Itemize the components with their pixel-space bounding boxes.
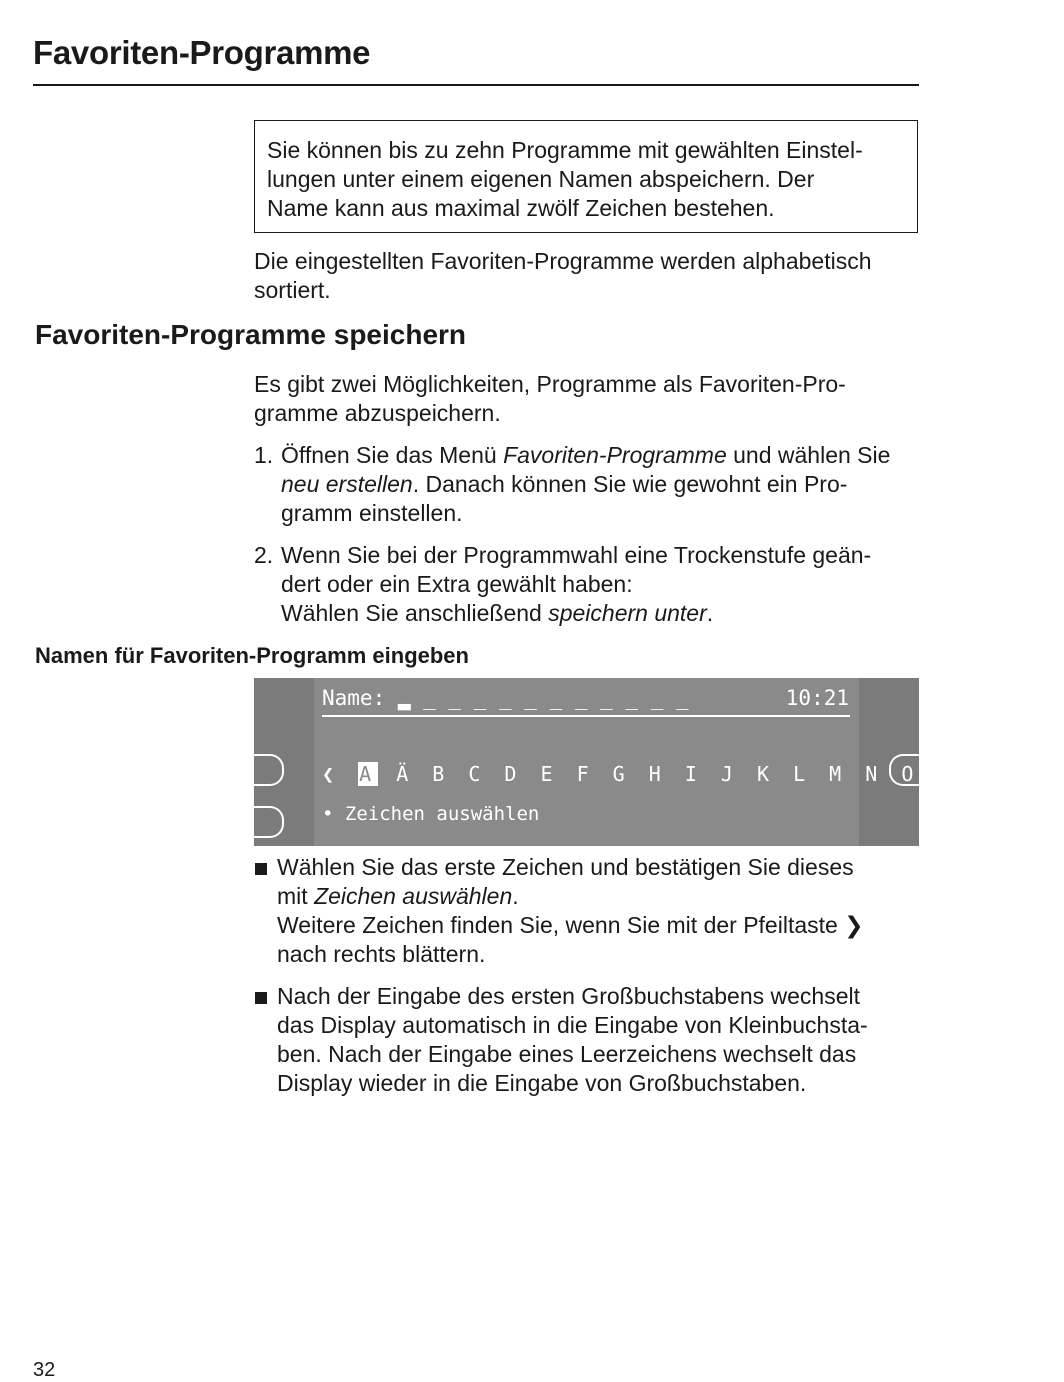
intro-line: sortiert.	[254, 277, 331, 303]
bullet-line: ben. Nach der Eingabe eines Leerzeichens wechselt das	[277, 1041, 857, 1067]
note-line: Sie können bis zu zehn Programme mit gewählten Einstel-	[267, 137, 863, 163]
step-item	[254, 541, 919, 628]
sensor-button-left-top[interactable]	[254, 754, 284, 786]
clock: 10:21	[785, 686, 849, 710]
bullet-line: Wählen Sie das erste Zeichen und bestätigen Sie dieses	[277, 854, 854, 880]
note-line: Name kann aus maximal zwölf Zeichen bestehen.	[267, 195, 775, 221]
section-intro-line: gramme abzuspeichern.	[254, 400, 501, 426]
section-heading: Favoriten-Programme speichern	[35, 319, 467, 350]
intro-line: Die eingestellten Favoriten-Programme werden alphabetisch	[254, 248, 872, 274]
step-line: Öffnen Sie das Menü Favoriten-Programme und wählen Sie	[281, 442, 891, 468]
arrow-left-icon[interactable]: ❮	[322, 762, 341, 786]
step-number: 1.	[254, 442, 274, 468]
bullet-line: nach rechts blättern.	[277, 941, 486, 967]
step-line: gramm einstellen.	[281, 500, 463, 526]
name-field: Name: ▂ _ _ _ _ _ _ _ _ _ _ _	[322, 686, 689, 710]
bullet-line: Display wieder in die Eingabe von Großbuchstaben.	[277, 1070, 807, 1096]
step-number: 2.	[254, 542, 274, 568]
display-panel	[254, 678, 1064, 846]
bullet-item	[254, 853, 919, 969]
step-line: neu erstellen. Danach können Sie wie gewohnt ein Pro-	[281, 471, 848, 497]
step-line: Wenn Sie bei der Programmwahl eine Trockenstufe geän-	[281, 542, 872, 568]
bullet-square-icon	[255, 863, 267, 875]
display-left-side	[254, 678, 314, 846]
menu-option: neu erstellen	[281, 471, 413, 497]
step-line: dert oder ein Extra gewählt haben:	[281, 571, 633, 597]
bullet-item	[254, 982, 919, 1098]
bullet-line: Nach der Eingabe des ersten Großbuchstabens wechselt	[277, 983, 860, 1009]
character-selector	[322, 762, 1064, 786]
character-list[interactable]: Ä B C D E F G H I J K L M N O Ö P Q	[396, 762, 1028, 786]
selected-character[interactable]: A	[359, 762, 378, 786]
page-title: Favoriten-Programme	[33, 34, 371, 71]
bullet-line: das Display automatisch in die Eingabe von Kleinbuchsta-	[277, 1012, 868, 1038]
bullet-line: mit Zeichen auswählen.	[277, 883, 519, 909]
section-intro-line: Es gibt zwei Möglichkeiten, Programme als Favoriten-Pro-	[254, 371, 846, 397]
step-item	[254, 441, 919, 528]
title-divider	[33, 84, 919, 86]
select-character-option[interactable]: • Zeichen auswählen	[322, 803, 540, 825]
sensor-button-left-bottom[interactable]	[254, 806, 284, 838]
arrow-right-icon[interactable]: ❯	[1045, 762, 1064, 786]
menu-name: Favoriten-Programme	[503, 442, 727, 468]
bullet-line: Weitere Zeichen finden Sie, wenn Sie mit der Pfeiltaste ❯	[277, 912, 864, 938]
step-line: Wählen Sie anschließend speichern unter.	[281, 600, 714, 626]
display-divider	[322, 715, 850, 717]
section-intro-paragraph	[254, 370, 919, 428]
sub-heading: Namen für Favoriten-Programm eingeben	[35, 643, 469, 668]
note-line: lungen unter einem eigenen Namen abspeichern. Der	[267, 166, 815, 192]
intro-paragraph	[254, 247, 919, 305]
bullet-square-icon	[255, 992, 267, 1004]
menu-option: Zeichen auswählen	[314, 883, 513, 909]
note-box	[254, 120, 918, 233]
page-number: 32	[33, 1359, 56, 1381]
menu-option: speichern unter	[548, 600, 707, 626]
